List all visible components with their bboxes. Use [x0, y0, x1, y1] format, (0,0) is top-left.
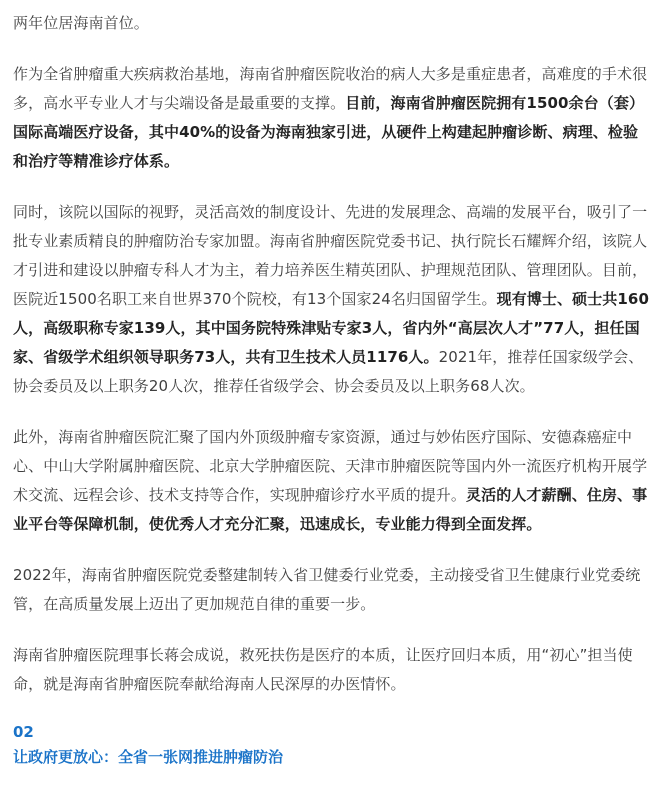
paragraph-4-bold: 灵活的人才薪酬、住房、事业平台等保障机制，使优秀人才充分汇聚，迅速成长，专业能力得到全面发挥。: [13, 486, 648, 533]
paragraph-6: 海南省肿瘤医院理事长蒋会成说，救死扶伤是医疗的本质，让医疗回归本质，用“初心”担当使命，就是海南省肿瘤医院奉献给海南人民深厚的办医情怀。: [13, 646, 633, 693]
paragraph-5: 2022年，海南省肿瘤医院党委整建制转入省卫健委行业党委，主动接受省卫生健康行业党委统管，在高质量发展上迈出了更加规范自律的重要一步。: [13, 566, 641, 613]
paragraph-2-bold: 目前，海南省肿瘤医院拥有1500余台（套）国际高端医疗设备，其中40%的设备为海南独家引进，从硬件上构建起肿瘤诊断、病理、检验和治疗等精准诊疗体系。: [13, 94, 645, 170]
paragraph-3-text-b: 2021年，推荐任国家级学会、协会委员及以上职务20人次，推荐任省级学会、协会委员及以上职务68人次。: [13, 348, 644, 395]
paragraph-3: [13, 198, 653, 401]
paragraph-4: [13, 423, 653, 539]
paragraph-4-text: 此外，海南省肿瘤医院汇聚了国内外顶级肿瘤专家资源，通过与妙佑医疗国际、安德森癌症中心、中山大学附属肿瘤医院、北京大学肿瘤医院、天津市肿瘤医院等国内外一流医疗机构开展学术交流、远程会诊、技术支持等合作，实现肿瘤诊疗水平质的提升。: [13, 428, 648, 504]
paragraph-3-text-a: 同时，该院以国际的视野，灵活高效的制度设计、先进的发展理念、高端的发展平台，吸引了一批专业素质精良的肿瘤防治专家加盟。海南省肿瘤医院党委书记、执行院长石耀辉介绍，该院人才引进和建设以肿瘤专科人才为主，着力培养医生精英团队、护理规范团队、管理团队。目前，医院近1500名职工来自世界370个院校，有13个国家24名归国留学生。: [13, 203, 648, 308]
section-number: 02: [13, 723, 34, 741]
paragraph-2: [13, 60, 653, 176]
paragraph-3-bold: 现有博士、硕士共160人，高级职称专家139人，其中国务院特殊津贴专家3人，省内外“高层次人才”77人，担任国家、省级学术组织领导职务73人，共有卫生技术人员1176人。: [13, 290, 650, 366]
paragraph-2-text: 作为全省肿瘤重大疾病救治基地，海南省肿瘤医院收治的病人大多是重症患者，高难度的手术很多，高水平专业人才与尖端设备是最重要的支撑。: [13, 65, 648, 112]
section-title: 让政府更放心：全省一张网推进肿瘤防治: [13, 748, 284, 766]
paragraph-1: 两年位居海南首位。: [13, 14, 149, 32]
